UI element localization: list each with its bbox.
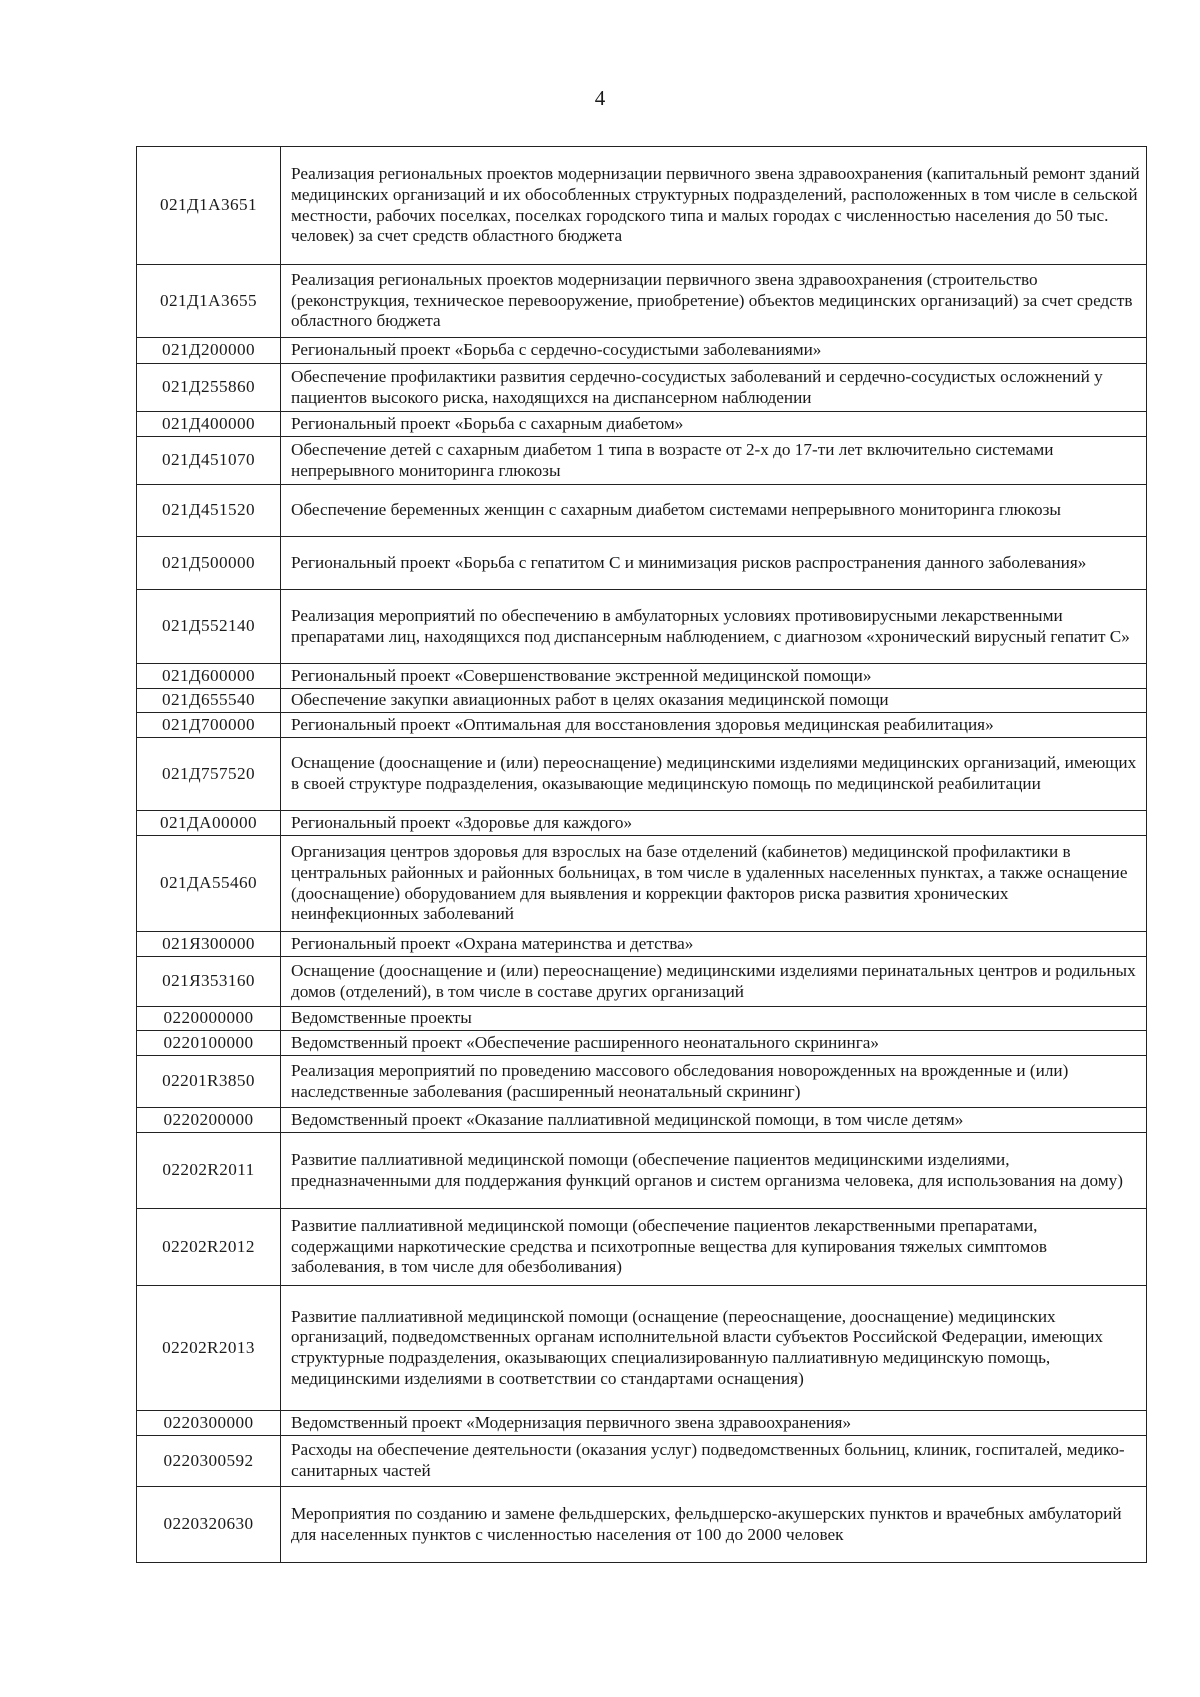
row-description: Ведомственный проект «Оказание паллиативной медицинской помощи, в том числе детям» [281, 1108, 1147, 1133]
row-code: 021Д757520 [137, 738, 281, 811]
row-description: Реализация региональных проектов модернизации первичного звена здравоохранения (капитальный ремонт зданий медицинских организаций и их обособленных структурных подразделений, расположенных в том числе в сельской местности, рабочих поселках, поселках городского типа и малых городах с численностью населения до 50 тыс. человек) за счет средств областного бюджета [281, 147, 1147, 265]
row-description: Развитие паллиативной медицинской помощи (обеспечение пациентов медицинскими изделиями, предназначенными для поддержания функций органов и систем организма человека, для использования на дому) [281, 1133, 1147, 1209]
row-description: Региональный проект «Охрана материнства и детства» [281, 932, 1147, 957]
table-row [137, 1133, 1147, 1209]
row-code: 02202R2013 [137, 1286, 281, 1411]
row-description: Оснащение (дооснащение и (или) переоснащение) медицинскими изделиями медицинских организаций, имеющих в своей структуре подразделения, оказывающие медицинскую помощь по медицинской реабилитации [281, 738, 1147, 811]
table-row [137, 147, 1147, 265]
table-row [137, 437, 1147, 485]
table-row [137, 738, 1147, 811]
table-row [137, 1411, 1147, 1436]
row-code: 021ДА00000 [137, 811, 281, 836]
table-row [137, 1209, 1147, 1286]
row-code: 021Д200000 [137, 338, 281, 364]
row-code: 021Д700000 [137, 713, 281, 738]
row-description: Реализация мероприятий по обеспечению в амбулаторных условиях противовирусными лекарственными препаратами лиц, находящихся под диспансерным наблюдением, с диагнозом «хронический вирусный гепатит С» [281, 590, 1147, 664]
table-row [137, 1056, 1147, 1108]
row-description: Региональный проект «Борьба с сердечно-сосудистыми заболеваниями» [281, 338, 1147, 364]
row-code: 02202R2011 [137, 1133, 281, 1209]
row-code: 021Д451070 [137, 437, 281, 485]
row-description: Мероприятия по созданию и замене фельдшерских, фельдшерско-акушерских пунктов и врачебных амбулаторий для населенных пунктов с численностью населения от 100 до 2000 человек [281, 1487, 1147, 1563]
table-row [137, 364, 1147, 412]
row-code: 0220300000 [137, 1411, 281, 1436]
table-row [137, 713, 1147, 738]
row-code: 021Д600000 [137, 664, 281, 689]
table-row [137, 412, 1147, 437]
row-code: 021Д1А3651 [137, 147, 281, 265]
table-row [137, 1436, 1147, 1487]
row-description: Реализация региональных проектов модернизации первичного звена здравоохранения (строительство (реконструкция, техническое перевооружение, приобретение) объектов медицинских организаций) за счет средств областного бюджета [281, 265, 1147, 338]
row-code: 0220300592 [137, 1436, 281, 1487]
row-description: Ведомственный проект «Обеспечение расширенного неонатального скрининга» [281, 1031, 1147, 1056]
row-code: 0220200000 [137, 1108, 281, 1133]
table-row [137, 836, 1147, 932]
table-row [137, 265, 1147, 338]
row-code: 021ДА55460 [137, 836, 281, 932]
row-code: 021Д655540 [137, 689, 281, 713]
table-row [137, 485, 1147, 537]
table-row [137, 1007, 1147, 1031]
table-row [137, 664, 1147, 689]
row-code: 02202R2012 [137, 1209, 281, 1286]
page-number: 4 [594, 86, 606, 110]
row-description: Региональный проект «Борьба с гепатитом С и минимизация рисков распространения данного заболевания» [281, 537, 1147, 590]
row-description: Организация центров здоровья для взрослых на базе отделений (кабинетов) медицинской профилактики в центральных районных и районных больницах, в том числе в удаленных населенных пунктах, а также оснащение (дооснащение) оборудованием для выявления и коррекции факторов риска развития хронических неинфекционных заболеваний [281, 836, 1147, 932]
row-description: Обеспечение беременных женщин с сахарным диабетом системами непрерывного мониторинга глюкозы [281, 485, 1147, 537]
row-description: Развитие паллиативной медицинской помощи (обеспечение пациентов лекарственными препаратами, содержащими наркотические средства и психотропные вещества для купирования тяжелых симптомов заболевания, в том числе для обезболивания) [281, 1209, 1147, 1286]
row-code: 021Д451520 [137, 485, 281, 537]
row-description: Региональный проект «Борьба с сахарным диабетом» [281, 412, 1147, 437]
row-description: Оснащение (дооснащение и (или) переоснащение) медицинскими изделиями перинатальных центров и родильных домов (отделений), в том числе в составе других организаций [281, 957, 1147, 1007]
row-code: 021Д255860 [137, 364, 281, 412]
row-description: Региональный проект «Совершенствование экстренной медицинской помощи» [281, 664, 1147, 689]
budget-codes-table [136, 146, 1147, 1563]
row-description: Региональный проект «Оптимальная для восстановления здоровья медицинская реабилитация» [281, 713, 1147, 738]
table-row [137, 1108, 1147, 1133]
table-row [137, 957, 1147, 1007]
row-description: Обеспечение профилактики развития сердечно-сосудистых заболеваний и сердечно-сосудистых осложнений у пациентов высокого риска, находящихся на диспансерном наблюдении [281, 364, 1147, 412]
row-description: Обеспечение детей с сахарным диабетом 1 типа в возрасте от 2-х до 17-ти лет включительно системами непрерывного мониторинга глюкозы [281, 437, 1147, 485]
row-code: 021Д400000 [137, 412, 281, 437]
table-row [137, 932, 1147, 957]
table-row [137, 1286, 1147, 1411]
row-code: 0220100000 [137, 1031, 281, 1056]
row-code: 02201R3850 [137, 1056, 281, 1108]
table-row [137, 590, 1147, 664]
table-row [137, 1031, 1147, 1056]
row-code: 0220320630 [137, 1487, 281, 1563]
row-description: Развитие паллиативной медицинской помощи (оснащение (переоснащение, дооснащение) медицинских организаций, подведомственных органам исполнительной власти субъектов Российской Федерации, имеющих структурные подразделения, оказывающих специализированную паллиативную медицинскую помощь, медицинскими изделиями в соответствии со стандартами оснащения) [281, 1286, 1147, 1411]
table-row [137, 689, 1147, 713]
table-row [137, 811, 1147, 836]
row-code: 021Д500000 [137, 537, 281, 590]
row-code: 021Я300000 [137, 932, 281, 957]
row-code: 0220000000 [137, 1007, 281, 1031]
table-row [137, 338, 1147, 364]
row-description: Обеспечение закупки авиационных работ в целях оказания медицинской помощи [281, 689, 1147, 713]
row-description: Реализация мероприятий по проведению массового обследования новорожденных на врожденные и (или) наследственные заболевания (расширенный неонатальный скрининг) [281, 1056, 1147, 1108]
table-row [137, 537, 1147, 590]
row-code: 021Д1А3655 [137, 265, 281, 338]
row-description: Расходы на обеспечение деятельности (оказания услуг) подведомственных больниц, клиник, госпиталей, медико-санитарных частей [281, 1436, 1147, 1487]
row-description: Региональный проект «Здоровье для каждого» [281, 811, 1147, 836]
table-row [137, 1487, 1147, 1563]
row-code: 021Д552140 [137, 590, 281, 664]
row-code: 021Я353160 [137, 957, 281, 1007]
row-description: Ведомственный проект «Модернизация первичного звена здравоохранения» [281, 1411, 1147, 1436]
row-description: Ведомственные проекты [281, 1007, 1147, 1031]
